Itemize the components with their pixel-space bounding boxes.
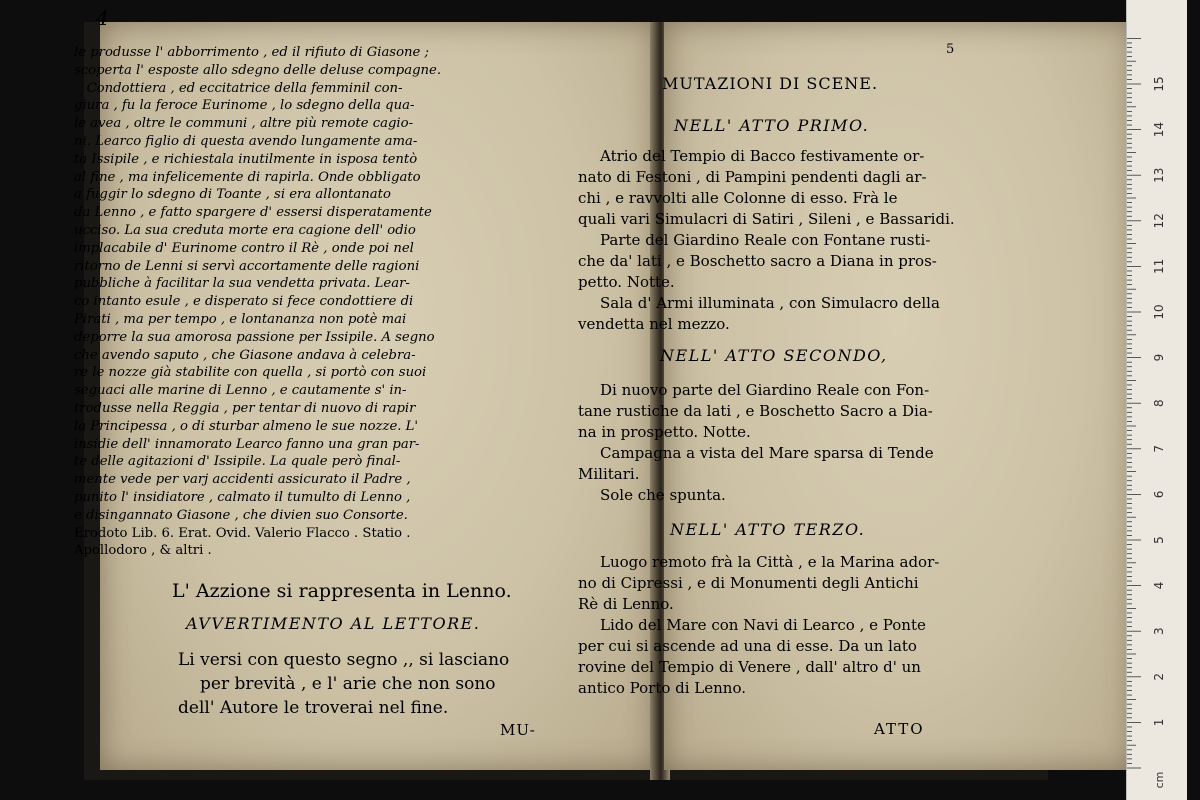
act-one-heading: NELL' ATTO PRIMO. xyxy=(674,116,870,135)
act-two-scenes xyxy=(578,380,978,506)
text-line: per brevità , e l' arie che non sono xyxy=(200,674,496,694)
text-line: antico Porto di Lenno. xyxy=(578,679,747,697)
text-line: punito l' insidiatore , calmato il tumulto di Lenno , xyxy=(74,489,411,505)
text-line: Sala d' Armi illuminata , con Simulacro della xyxy=(600,294,940,312)
ruler-number: 12 xyxy=(1152,213,1166,229)
measuring-ruler xyxy=(1126,0,1187,800)
ruler-number: 11 xyxy=(1152,258,1166,275)
text-line: Atrio del Tempio di Bacco festivamente or- xyxy=(600,147,925,165)
ruler-ticks xyxy=(1127,0,1187,800)
text-line: ni. Learco figlio di questa avendo lungamente ama- xyxy=(74,133,418,149)
text-line: Di nuovo parte del Giardino Reale con Fon- xyxy=(600,381,930,399)
text-line: e disingannato Giasone , che divien suo Consorte. xyxy=(74,507,408,523)
text-line: deporre la sua amorosa passione per Issipile. A segno xyxy=(74,329,435,345)
text-line: a fuggir lo sdegno di Toante , si era allontanato xyxy=(74,187,391,203)
ruler-number: 10 xyxy=(1152,304,1166,320)
avvertimento-text xyxy=(178,648,578,720)
avvertimento-heading: AVVERTIMENTO AL LETTORE. xyxy=(186,614,481,633)
text-line: tane rustiche da lati , e Boschetto Sacro a Dia- xyxy=(578,402,933,420)
text-line: Li versi con questo segno ,, si lasciano xyxy=(178,650,510,670)
source-line: Apollodoro , & altri . xyxy=(74,543,212,559)
ruler-number: 13 xyxy=(1152,167,1166,183)
ruler-number: 14 xyxy=(1152,121,1166,138)
right-page-number: 5 xyxy=(946,42,955,57)
text-line: petto. Notte. xyxy=(578,273,675,291)
left-page-number: 4 xyxy=(96,6,109,30)
text-line: Militari. xyxy=(578,465,640,483)
ruler-number: 7 xyxy=(1152,444,1166,453)
act-three-scenes xyxy=(578,552,978,699)
right-page-title: MUTAZIONI DI SCENE. xyxy=(662,74,879,93)
text-line: al fine , ma infelicemente di rapirla. Onde obbligato xyxy=(74,169,421,185)
text-line: te delle agitazioni d' Issipile. La quale però final- xyxy=(74,454,401,470)
text-line: nato di Festoni , di Pampini pendenti dagli ar- xyxy=(578,168,927,186)
text-line: Pirati , ma per tempo , e lontananza non potè mai xyxy=(74,311,407,327)
ruler-number: 15 xyxy=(1152,76,1166,92)
text-line: mente vede per varj accidenti assicurato il Padre , xyxy=(74,472,411,488)
source-line: Erodoto Lib. 6. Erat. Ovid. Valerio Flacco . Statio . xyxy=(74,525,411,541)
text-line: ritorno de Lenni si servì accortamente delle ragioni xyxy=(74,258,420,274)
text-line: ucciso. La sua creduta morte era cagione dell' odio xyxy=(74,222,416,238)
text-line: Lido del Mare con Navi di Learco , e Ponte xyxy=(600,616,926,634)
ruler-number: 4 xyxy=(1152,581,1166,590)
text-line: quali vari Simulacri di Satiri , Sileni , e Bassaridi. xyxy=(578,210,955,228)
left-catchword: MU- xyxy=(500,721,536,739)
text-line: trodusse nella Reggia , per tentar di nuovo di rapir xyxy=(74,400,416,416)
text-line: Parte del Giardino Reale con Fontane rusti- xyxy=(600,231,931,249)
text-line: no di Cipressi , e di Monumenti degli Antichi xyxy=(578,574,919,592)
ruler-number: 3 xyxy=(1152,627,1166,636)
text-line: che avendo saputo , che Giasone andava à celebra- xyxy=(74,347,416,363)
text-line: Campagna a vista del Mare sparsa di Tende xyxy=(600,444,934,462)
text-line: dell' Autore le troverai nel fine. xyxy=(178,698,449,718)
act-three-heading: NELL' ATTO TERZO. xyxy=(670,520,866,539)
text-line: insidie dell' innamorato Learco fanno una gran par- xyxy=(74,436,420,452)
text-line: Rè di Lenno. xyxy=(578,595,674,613)
text-line: re le nozze già stabilite con quella , si portò con suoi xyxy=(74,365,427,381)
text-line: pubbliche à facilitar la sua vendetta privata. Lear- xyxy=(74,276,410,292)
ruler-number: 1 xyxy=(1152,718,1166,727)
ruler-number: 5 xyxy=(1152,536,1166,544)
text-line: scoperta l' esposte allo sdegno delle deluse compagne. xyxy=(74,62,442,78)
act-two-heading: NELL' ATTO SECONDO, xyxy=(660,346,888,365)
text-line: da Lenno , e fatto spargere d' essersi disperatamente xyxy=(74,205,432,221)
text-line: Condottiera , ed eccitatrice della femminil con- xyxy=(74,80,403,96)
text-line: ta Issipile , e richiestala inutilmente in isposa tentò xyxy=(74,151,418,167)
text-line: giura , fu la feroce Eurinome , lo sdegno della qua- xyxy=(74,98,415,114)
text-line: seguaci alle marine di Lenno , e cautamente s' in- xyxy=(74,383,407,399)
text-line: la Principessa , o di sturbar almeno le sue nozze. L' xyxy=(74,418,419,434)
text-line: le avea , oltre le communi , altre più remote cagio- xyxy=(74,116,414,132)
text-line: implacabile d' Eurinome contro il Rè , onde poi nel xyxy=(74,240,414,256)
left-page-body xyxy=(74,44,550,560)
text-line: co intanto esule , e disperato si fece condottiere di xyxy=(74,294,414,310)
text-line: Luogo remoto frà la Città , e la Marina ador- xyxy=(600,553,940,571)
text-line: rovine del Tempio di Venere , dall' altro d' un xyxy=(578,658,921,676)
scene-location-note: L' Azzione si rappresenta in Lenno. xyxy=(172,580,512,602)
text-line: chi , e ravvolti alle Colonne di esso. Frà le xyxy=(578,189,898,207)
text-line: per cui si ascende ad una di esse. Da un lato xyxy=(578,637,917,655)
ruler-number: 8 xyxy=(1152,399,1166,408)
ruler-number: 9 xyxy=(1152,353,1166,362)
ruler-number: 2 xyxy=(1152,672,1166,681)
text-line: Sole che spunta. xyxy=(600,486,726,504)
text-line: le produsse l' abborrimento , ed il rifiuto di Giasone ; xyxy=(74,45,429,60)
text-line: che da' lati , e Boschetto sacro a Diana in pros- xyxy=(578,252,937,270)
ruler-unit: cm xyxy=(1153,771,1166,789)
text-line: vendetta nel mezzo. xyxy=(578,315,730,333)
act-one-scenes xyxy=(578,146,978,335)
text-line: na in prospetto. Notte. xyxy=(578,423,751,441)
ruler-number: 6 xyxy=(1152,490,1166,499)
right-catchword: ATTO xyxy=(874,720,925,738)
